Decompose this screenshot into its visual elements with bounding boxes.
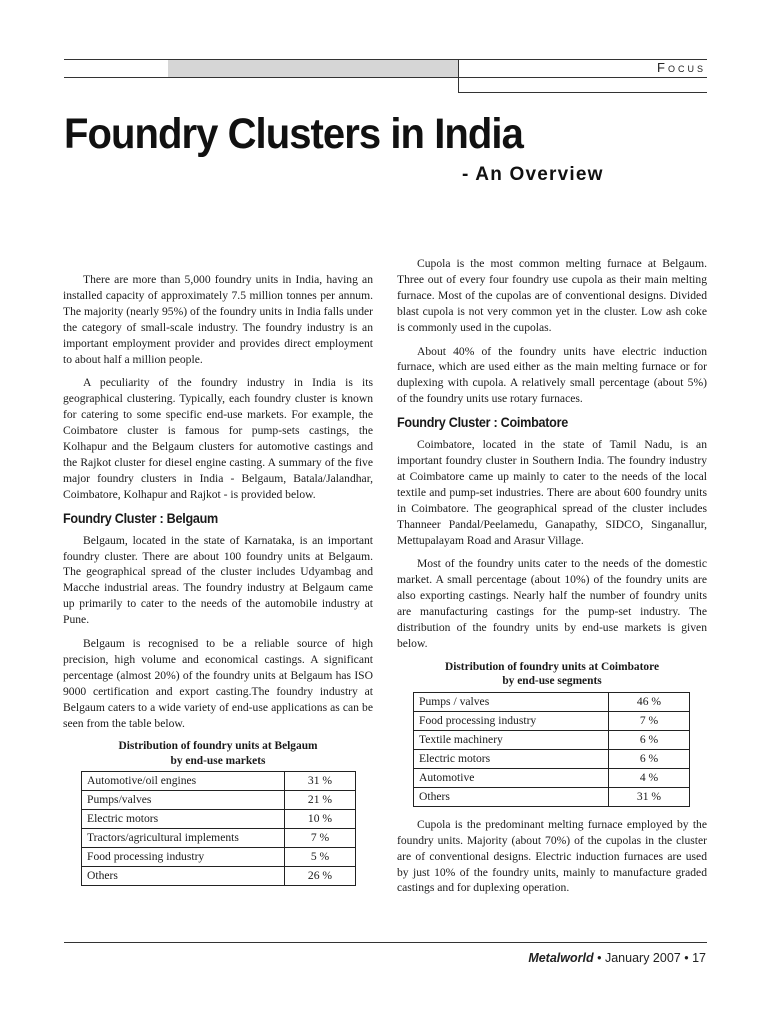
footer-separator: • [597,951,602,965]
row-value: 10 % [285,810,356,829]
footer-date: January 2007 [604,951,681,965]
row-label: Food processing industry [414,711,609,730]
row-value: 7 % [609,711,690,730]
row-value: 5 % [285,848,356,867]
row-value: 46 % [609,692,690,711]
page-title: Foundry Clusters in India [64,110,523,158]
coimbatore-paragraph-1: Coimbatore, located in the state of Tamil Nadu, is an important foundry cluster in Southern India. The foundry industry at Coimbatore came up mainly to cater to the needs of the local textile and pump-set industries. There are about 600 foundry units in Coimbatore. The geographical spread of the cluster includes Thanneer Pandal/Peelamedu, Ganapathy, SIDCO, Singanallur, Mettupalayam Road and Arasur Village. [397,438,707,547]
right-column [397,256,707,904]
cupola-paragraph-3: Cupola is the predominant melting furnace employed by the foundry units. Majority (about 70%) of the cupolas in the cluster are of conventional designs. Electric induction furnaces are used by just 10% of the foundry units, mainly to manufacture graded castings and for duplexing operation. [397,817,707,895]
page-footer [528,951,706,965]
row-label: Electric motors [414,749,609,768]
table-row [414,768,690,787]
coimbatore-table-caption-line1: Distribution of foundry units at Coimbatore [444,660,659,673]
left-column [63,272,373,886]
row-value: 26 % [285,867,356,886]
row-value: 6 % [609,730,690,749]
intro-paragraph-2: A peculiarity of the foundry industry in India is its geographical clustering. Typically, each foundry cluster is known for catering to some specific end-use markets. For example, the Coimbatore cluster is famous for pump-sets castings, the Kolhapur and the Belgaum clusters for automotive castings and the Rajkot cluster for diesel engine casting. A summary of the five major foundry clusters in India - Belgaum, Batala/Jalandhar, Coimbatore, Kolhapur and Rajkot - is provided below. [63,376,373,501]
belgaum-table-caption-line2: by end-use markets [170,754,266,767]
header-gray-band [168,60,458,77]
table-row [414,692,690,711]
belgaum-table-caption-line1: Distribution of foundry units at Belgaum [118,740,318,753]
belgaum-table-caption [63,739,373,768]
coimbatore-table-caption [397,660,707,689]
table-row [414,787,690,806]
row-value: 7 % [285,829,356,848]
belgaum-paragraph-1: Belgaum, located in the state of Karnataka, is an important foundry cluster. There are about 100 foundry units at Belgaum. The geographical spread of the cluster includes Udyambag and Macche industrial areas. The foundry industry at Belgaum came up primarily to cater to the needs of the automobile industry at Pune. [63,533,373,627]
table-row [82,810,356,829]
footer-separator-2: • [684,951,689,965]
table-row [414,730,690,749]
row-label: Pumps / valves [414,692,609,711]
header-middle-rule [64,77,707,78]
coimbatore-heading: Foundry Cluster : Coimbatore [397,414,568,431]
row-label: Textile machinery [414,730,609,749]
row-label: Pumps/valves [82,791,285,810]
header-divider [458,59,459,92]
page-number: 17 [692,951,706,965]
table-row [414,749,690,768]
coimbatore-distribution-table [413,692,690,807]
belgaum-paragraph-2: Belgaum is recognised to be a reliable source of high precision, high volume and economical castings. A significant percentage (almost 20%) of the foundry units at Belgaum has ISO 9000 certification and export casting.The foundry industry at Belgaum caters to a wide variety of end-use applications as can be seen from the table below. [63,637,373,730]
row-value: 6 % [609,749,690,768]
row-label: Tractors/agricultural implements [82,829,285,848]
row-value: 21 % [285,791,356,810]
table-row [82,867,356,886]
coimbatore-table-caption-line2: by end-use segments [502,675,602,688]
intro-paragraph-1: There are more than 5,000 foundry units in India, having an installed capacity of approximately 7.5 million tonnes per annum. The majority (nearly 95%) of the foundry units in India falls under the category of small-scale industry. The foundry industry is an important employment provider and provides direct employment to about half a million people. [63,273,373,366]
row-value: 31 % [285,772,356,791]
table-row [82,829,356,848]
section-label: Focus [657,60,706,75]
table-row [82,791,356,810]
row-value: 31 % [609,787,690,806]
header-bottom-rule [458,92,707,93]
row-label: Others [82,867,285,886]
footer-brand: Metalworld [528,951,594,965]
row-label: Automotive/oil engines [82,772,285,791]
table-row [82,772,356,791]
page-subtitle: - An Overview [462,164,604,185]
row-label: Food processing industry [82,848,285,867]
table-row [82,848,356,867]
cupola-paragraph-2: About 40% of the foundry units have electric induction furnace, which are used either as the main melting furnace or for duplexing with cupola. A relatively small percentage (about 5%) of the foundry units use rotary furnaces. [397,344,707,406]
row-label: Electric motors [82,810,285,829]
cupola-paragraph-1: Cupola is the most common melting furnace at Belgaum. Three out of every four foundry use cupola as their main melting furnace. Most of the cupolas are of conventional designs. Divided blast cupola is not very common yet in the cluster. Low ash coke is commonly used in the cupolas. [397,257,707,334]
row-label: Automotive [414,768,609,787]
row-value: 4 % [609,768,690,787]
row-label: Others [414,787,609,806]
coimbatore-paragraph-2: Most of the foundry units cater to the needs of the domestic market. A small percentage (about 10%) of the foundry units are also exporting castings. Nearly half the number of foundry units are manufacturing castings for the pump-set industry. The distribution of the foundry units by end-use markets is given below. [397,557,707,650]
belgaum-distribution-table [81,771,356,886]
footer-rule [64,942,707,943]
table-row [414,711,690,730]
belgaum-heading: Foundry Cluster : Belgaum [63,509,218,526]
